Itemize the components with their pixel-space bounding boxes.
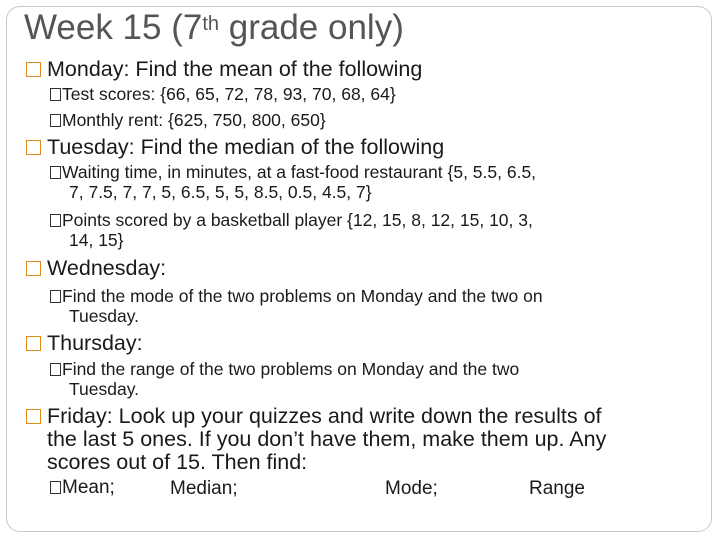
title-superscript: th	[202, 13, 220, 35]
tuesday-item-1	[50, 162, 690, 202]
wednesday-heading	[26, 257, 706, 280]
friday-heading	[26, 405, 706, 474]
bullet-square-icon	[50, 166, 61, 179]
tuesday-item-2	[50, 210, 690, 250]
friday-line-3: scores out of 15. Then find:	[47, 450, 308, 474]
mode-label: Mode;	[385, 478, 438, 499]
tuesday-item-1-line-2: 7, 7.5, 7, 7, 5, 6.5, 5, 5, 8.5, 0.5, 4.5, 7}	[69, 182, 372, 202]
thursday-item-line-1: Find the range of the two problems on Monday and the two	[62, 359, 520, 379]
bullet-square-icon	[50, 481, 61, 494]
median-label: Median;	[170, 478, 238, 499]
title-main: Week 15 (7	[24, 8, 203, 47]
monday-heading	[26, 58, 706, 81]
bullet-square-icon	[50, 363, 61, 376]
friday-line-2: the last 5 ones. If you don’t have them, make them up. Any	[47, 427, 607, 451]
bullet-square-icon	[50, 214, 61, 227]
thursday-item	[50, 359, 690, 399]
tuesday-item-1-line-1: Waiting time, in minutes, at a fast-food restaurant {5, 5.5, 6.5,	[62, 162, 537, 182]
bullet-box-icon	[26, 336, 41, 351]
monday-item-1-text: Test scores: {66, 65, 72, 78, 93, 70, 68, 64}	[62, 84, 396, 104]
monday-heading-text: Monday: Find the mean of the following	[47, 57, 423, 81]
bullet-square-icon	[50, 88, 61, 101]
friday-item-mean	[50, 478, 690, 498]
wednesday-item-line-2: Tuesday.	[69, 306, 140, 326]
monday-item-1	[50, 84, 690, 104]
wednesday-item-line-1: Find the mode of the two problems on Monday and the two on	[62, 286, 543, 306]
slide-title	[24, 6, 404, 50]
tuesday-item-2-line-2: 14, 15}	[69, 230, 124, 250]
mean-label: Mean;	[62, 477, 115, 498]
tuesday-heading-text: Tuesday: Find the median of the following	[47, 135, 445, 159]
wednesday-heading-text: Wednesday:	[47, 256, 167, 280]
thursday-item-line-2: Tuesday.	[69, 379, 140, 399]
thursday-heading-text: Thursday:	[47, 331, 143, 355]
bullet-box-icon	[26, 62, 41, 77]
bullet-square-icon	[50, 290, 61, 303]
title-rest: grade only)	[219, 8, 404, 47]
bullet-square-icon	[50, 114, 61, 127]
wednesday-item	[50, 286, 690, 326]
friday-line-1: Friday: Look up your quizzes and write down the results of	[47, 404, 602, 428]
bullet-box-icon	[26, 261, 41, 276]
range-label: Range	[529, 478, 585, 499]
thursday-heading	[26, 332, 706, 355]
tuesday-heading	[26, 136, 706, 159]
monday-item-2	[50, 110, 690, 130]
bullet-box-icon	[26, 140, 41, 155]
tuesday-item-2-line-1: Points scored by a basketball player {12, 15, 8, 12, 15, 10, 3,	[62, 210, 533, 230]
bullet-box-icon	[26, 409, 41, 424]
monday-item-2-text: Monthly rent: {625, 750, 800, 650}	[62, 110, 326, 130]
